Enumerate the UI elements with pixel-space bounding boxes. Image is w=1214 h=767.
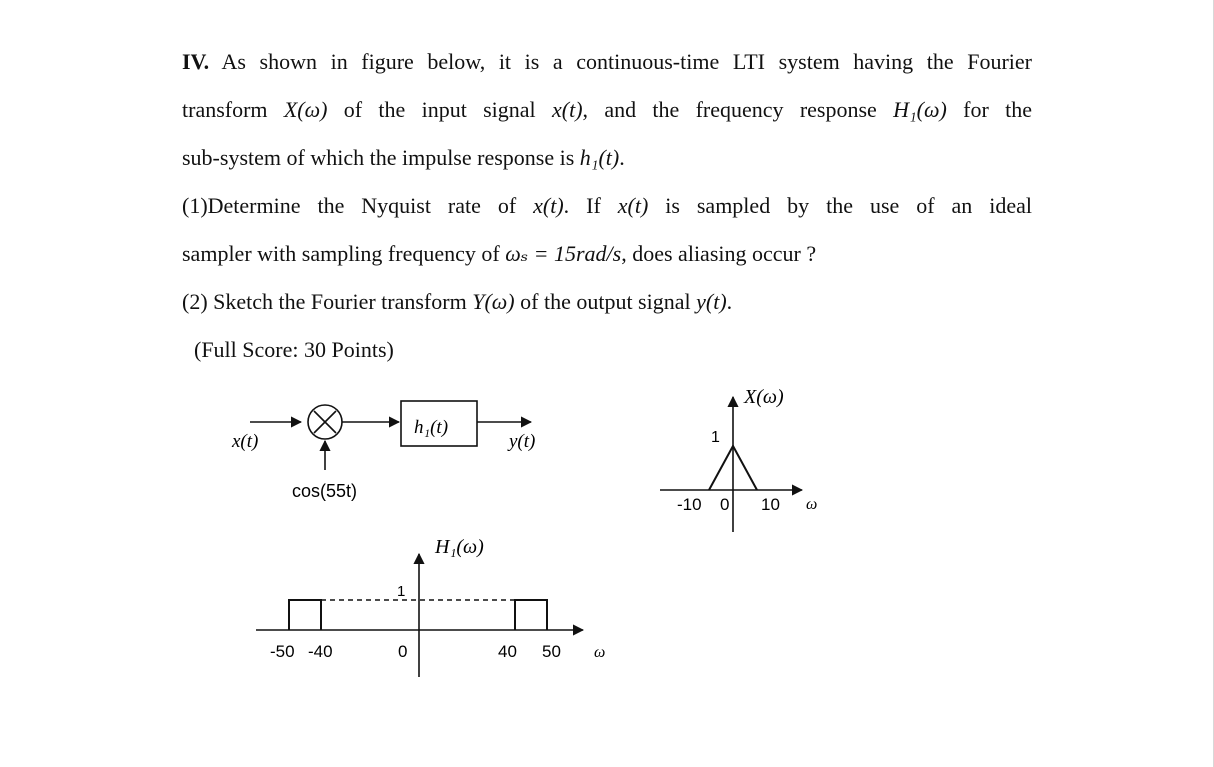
h-spectrum-right-band [515,600,547,630]
h-spectrum-title: H₁(ω) [435,536,484,558]
x-spectrum-peak-label: 1 [711,429,720,446]
h-spectrum-w-label: ω [594,644,606,661]
x-spectrum-tick-0: 0 [720,495,730,514]
h-spectrum-tick-neg50: -50 [270,642,295,661]
x-spectrum-w-label: ω [806,496,818,513]
h-spectrum-tick-40: 40 [498,642,517,661]
input-label: x(t) [232,431,259,452]
h-spectrum-left-band [289,600,321,630]
problem-line-3: sub-system of which the impulse response is h₁(t). [182,145,625,170]
filter-label: h₁(t) [414,417,449,438]
block-diagram [231,401,535,501]
x-spectrum-plot [660,386,817,532]
h-spectrum-tick-neg40: -40 [308,642,333,661]
problem-line-5: sampler with sampling frequency of ωₛ = 15rad/s, does aliasing occur ? [182,241,817,266]
h-spectrum-tick-0: 0 [398,642,408,661]
full-score: (Full Score: 30 Points) [194,337,394,362]
x-spectrum-tick-10: 10 [761,495,780,514]
problem-line-6: (2) Sketch the Fourier transform Y(ω) of the output signal y(t). [182,289,733,314]
x-spectrum-tick-neg10: -10 [677,495,702,514]
x-spectrum-title: X(ω) [744,386,784,408]
carrier-label: cos(55t) [292,481,358,501]
output-label: y(t) [509,431,536,452]
problem-line-1: IV. As shown in figure below, it is a continuous-time LTI system having the Fourier [182,49,1032,74]
problem-line-4: (1)Determine the Nyquist rate of x(t). If x(t) is sampled by the use of an ideal [182,193,1032,218]
h-spectrum-level-label: 1 [397,583,406,600]
problem-line-2: transform X(ω) of the input signal x(t), and the frequency response H₁(ω) for the [182,97,1033,122]
h-spectrum-plot [256,536,605,677]
h-spectrum-tick-50: 50 [542,642,561,661]
problem-number: IV. [182,49,210,74]
